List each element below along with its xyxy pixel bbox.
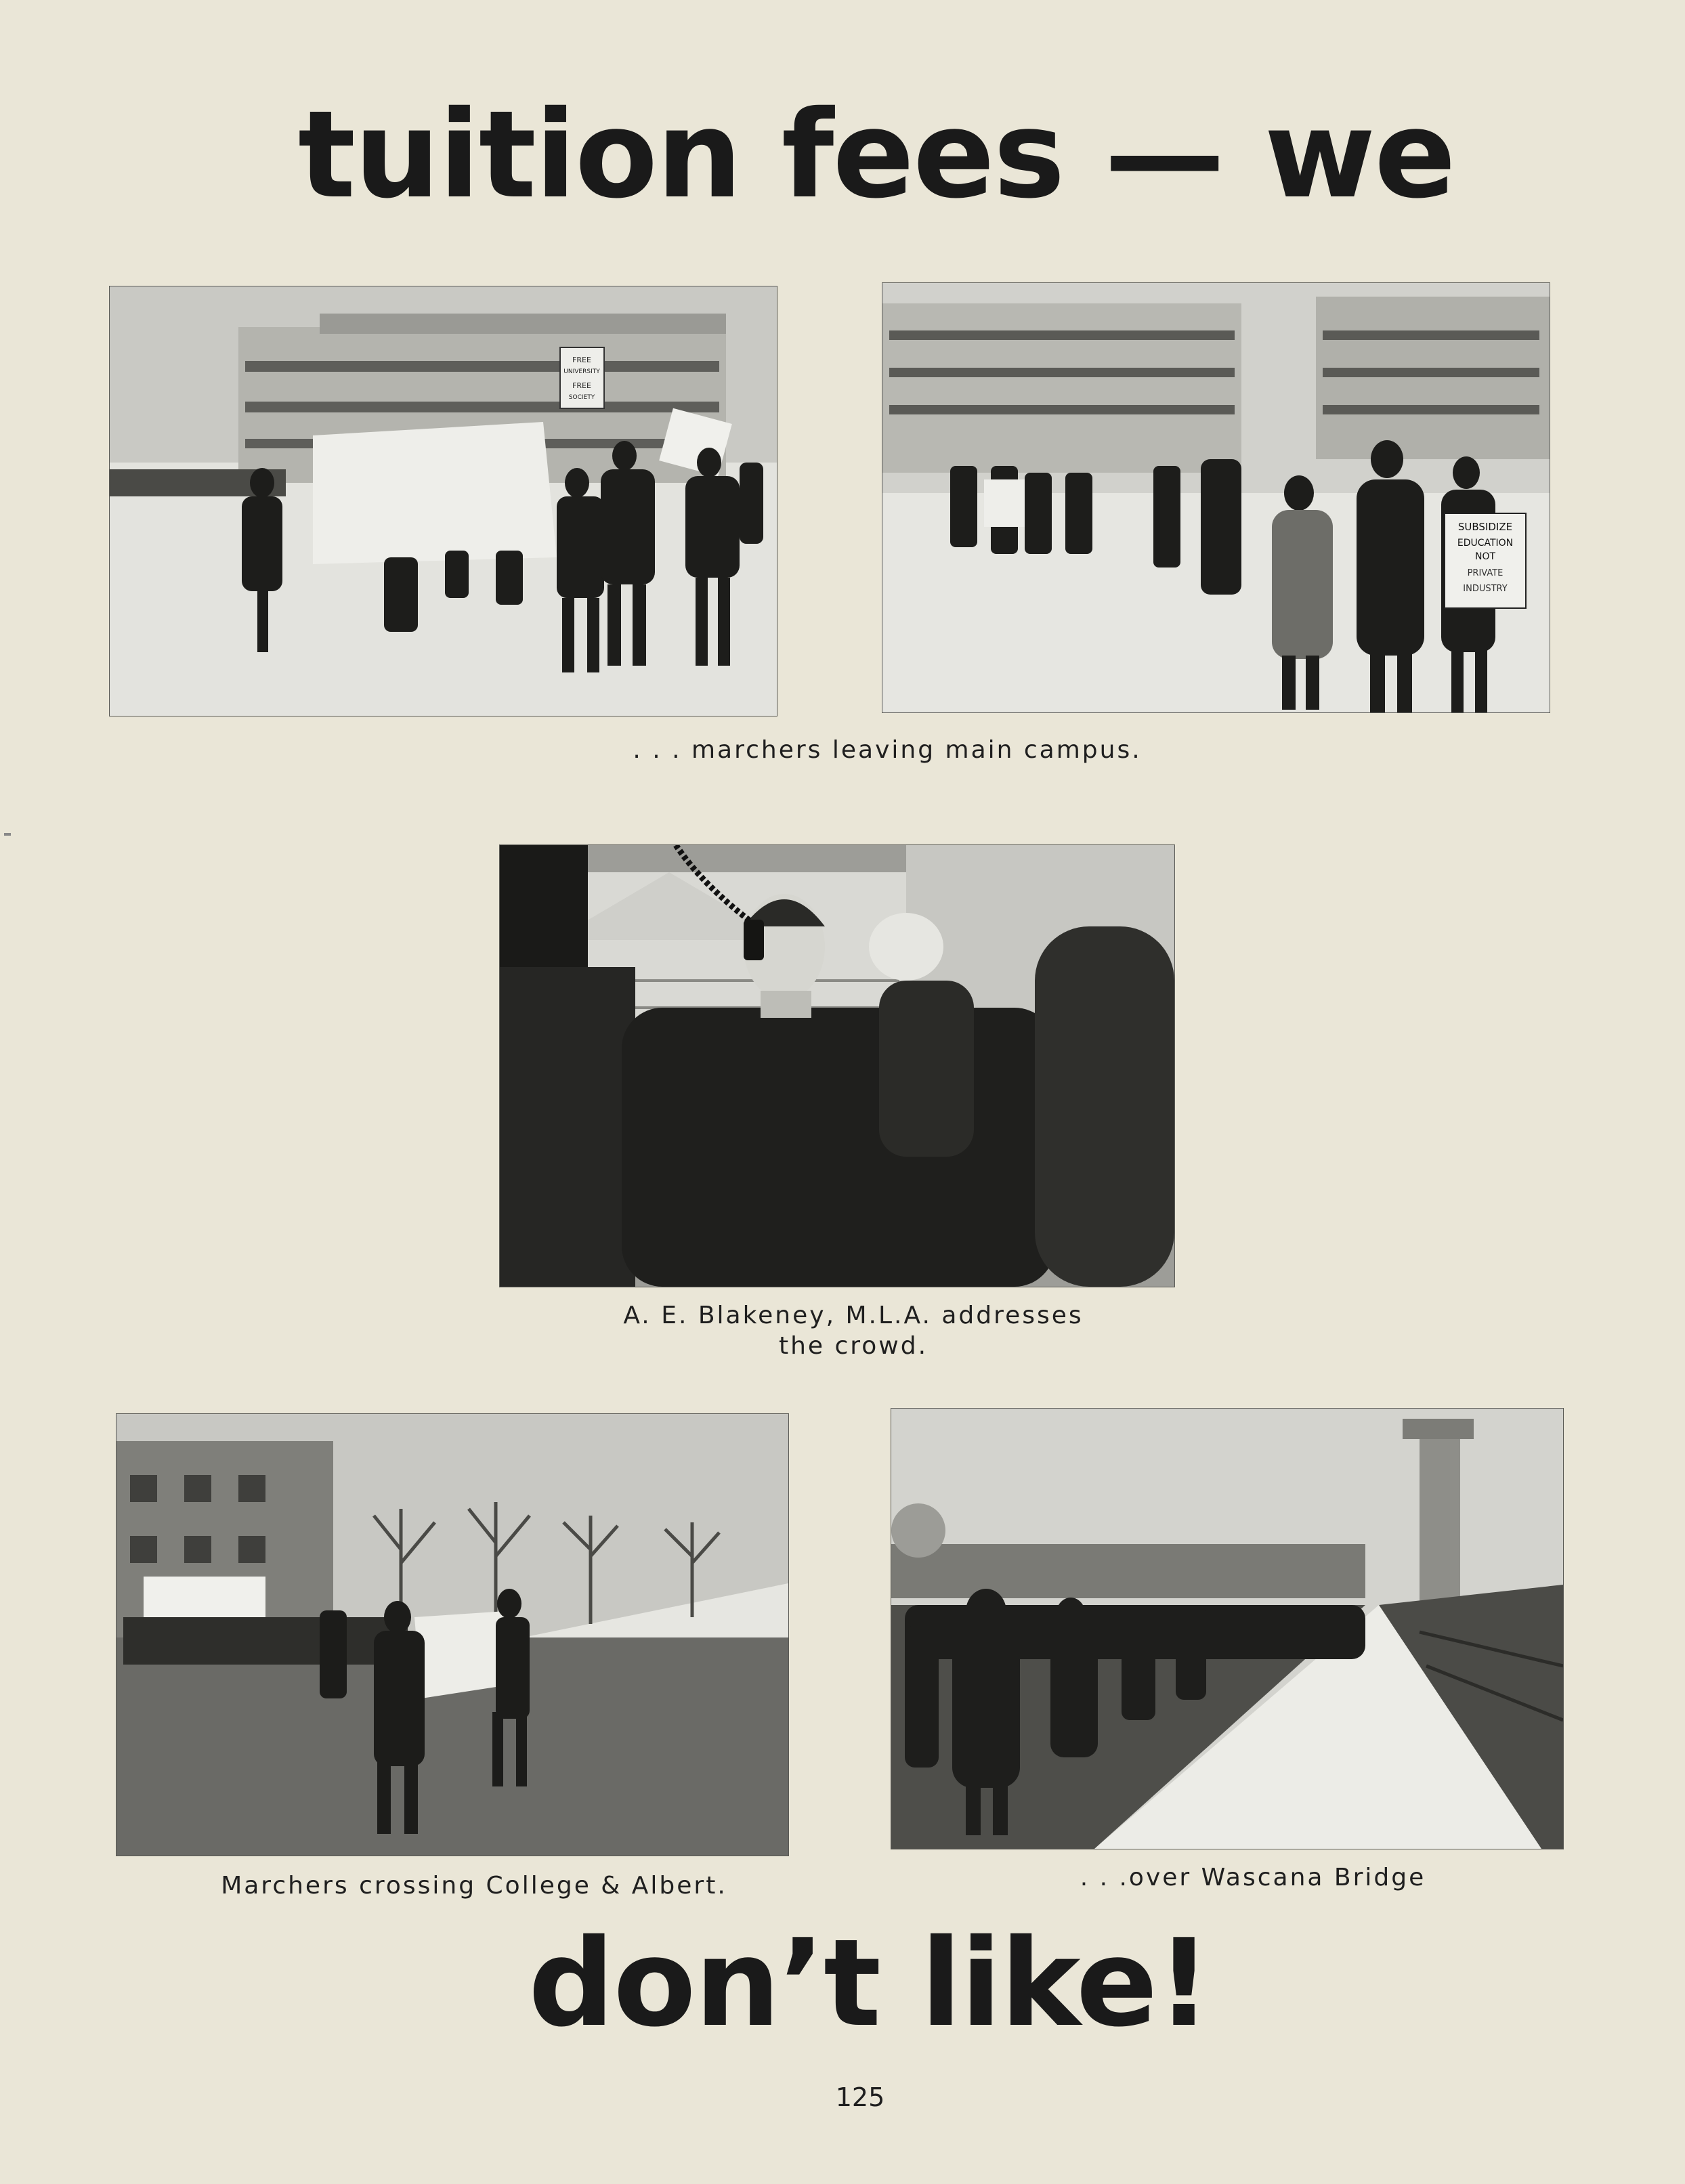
caption-marchers-leaving-campus: . . . marchers leaving main campus.: [633, 736, 1142, 764]
headline-top: tuition fees — we: [298, 85, 1455, 225]
placard-right-line-5: INDUSTRY: [1463, 584, 1508, 594]
placard-top-line-4: SOCIETY: [568, 394, 595, 401]
caption-blakeney: [515, 1300, 1192, 1361]
margin-mark: [4, 833, 11, 836]
placard-right-line-3: NOT: [1474, 551, 1496, 562]
photo-blakeney-addresses-crowd: [500, 845, 1174, 1287]
photo-marchers-campus-right: [882, 283, 1550, 712]
photo-marchers-campus-right-image: [882, 283, 1550, 712]
placard-top-line-3: FREE: [572, 381, 591, 390]
photo-wascana-bridge-image: [891, 1409, 1563, 1849]
caption-college-albert: Marchers crossing College & Albert.: [221, 1872, 727, 1900]
photo-marchers-campus-left: [110, 286, 777, 716]
placard-right-line-1: SUBSIDIZE: [1457, 521, 1513, 533]
placard-right-line-2: EDUCATION: [1457, 538, 1514, 549]
headline-bottom: don’t like!: [528, 1913, 1210, 2053]
caption-blakeney-line-1: A. E. Blakeney, M.L.A. addresses: [623, 1302, 1084, 1329]
photo-wascana-bridge: [891, 1409, 1563, 1849]
caption-wascana-bridge: . . .over Wascana Bridge: [1080, 1864, 1426, 1891]
placard-right-line-4: PRIVATE: [1467, 568, 1503, 578]
photo-marchers-college-albert: [116, 1414, 788, 1856]
photo-blakeney-image: [500, 845, 1174, 1287]
placard-top-line-1: FREE: [572, 356, 591, 364]
placard-top-line-2: UNIVERSITY: [563, 368, 600, 375]
photo-college-albert-image: [116, 1414, 788, 1856]
photo-marchers-campus-left-image: [110, 286, 777, 716]
page-number: 125: [835, 2082, 885, 2112]
caption-blakeney-line-2: the crowd.: [778, 1332, 929, 1360]
